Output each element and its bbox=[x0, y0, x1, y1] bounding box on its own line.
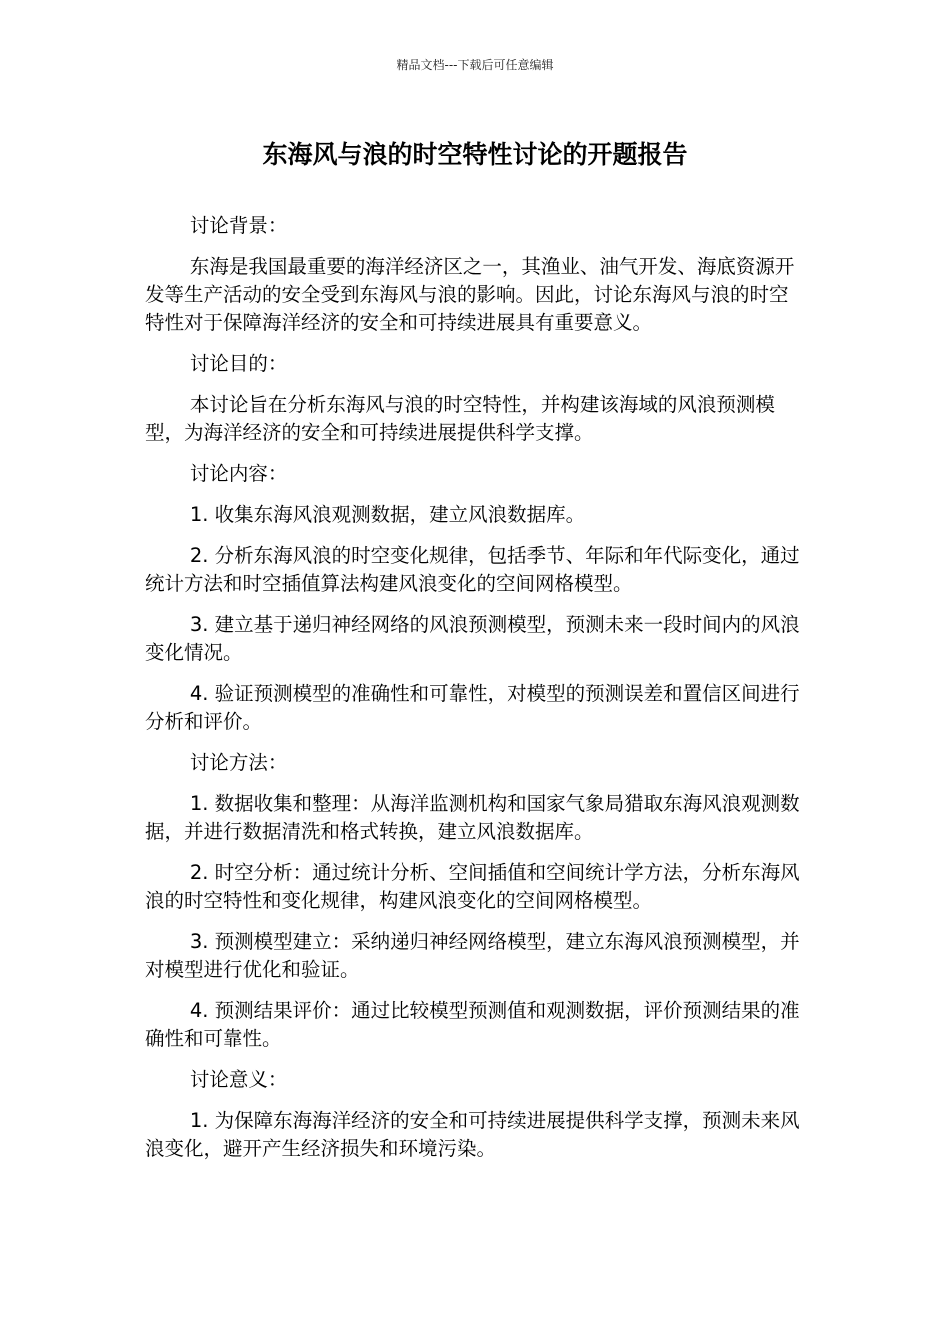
purpose-paragraph: 本讨论旨在分析东海风与浪的时空特性，并构建该海域的风浪预测模型，为海洋经济的安全和可持续进展提供科学支撑。 bbox=[145, 393, 775, 444]
background-heading: 讨论背景： bbox=[189, 214, 288, 237]
significance-item-1: 1. 为保障东海海洋经济的安全和可持续进展提供科学支撑，预测未来风浪变化，避开产生经济损失和环境污染。 bbox=[145, 1109, 800, 1160]
content-item-4: 4. 验证预测模型的准确性和可靠性，对模型的预测误差和置信区间进行分析和评价。 bbox=[145, 682, 800, 733]
content-item-2: 2. 分析东海风浪的时空变化规律，包括季节、年际和年代际变化，通过统计方法和时空插值算法构建风浪变化的空间网格模型。 bbox=[145, 544, 800, 595]
method-heading: 讨论方法： bbox=[189, 751, 288, 774]
header-note: 精品文档---下载后可任意编辑 bbox=[396, 58, 554, 72]
background-paragraph: 东海是我国最重要的海洋经济区之一，其渔业、油气开发、海底资源开发等生产活动的安全受到东海风与浪的影响。因此，讨论东海风与浪的时空特性对于保障海洋经济的安全和可持续进展具有重要意义。 bbox=[145, 255, 795, 334]
method-item-4: 4. 预测结果评价：通过比较模型预测值和观测数据，评价预测结果的准确性和可靠性。 bbox=[145, 999, 800, 1050]
content-item-1: 1. 收集东海风浪观测数据，建立风浪数据库。 bbox=[189, 503, 586, 526]
content-heading: 讨论内容： bbox=[189, 462, 288, 485]
document-title: 东海风与浪的时空特性讨论的开题报告 bbox=[262, 140, 688, 169]
content-item-3: 3. 建立基于递归神经网络的风浪预测模型，预测未来一段时间内的风浪变化情况。 bbox=[145, 613, 800, 664]
document-body bbox=[145, 212, 805, 1176]
method-item-3: 3. 预测模型建立：采纳递归神经网络模型，建立东海风浪预测模型，并对模型进行优化和验证。 bbox=[145, 930, 800, 981]
method-item-1: 1. 数据收集和整理：从海洋监测机构和国家气象局猎取东海风浪观测数据，并进行数据清洗和格式转换，建立风浪数据库。 bbox=[145, 792, 800, 843]
significance-heading: 讨论意义： bbox=[189, 1068, 288, 1091]
purpose-heading: 讨论目的： bbox=[189, 352, 288, 375]
method-item-2: 2. 时空分析：通过统计分析、空间插值和空间统计学方法，分析东海风浪的时空特性和变化规律，构建风浪变化的空间网格模型。 bbox=[145, 861, 800, 912]
